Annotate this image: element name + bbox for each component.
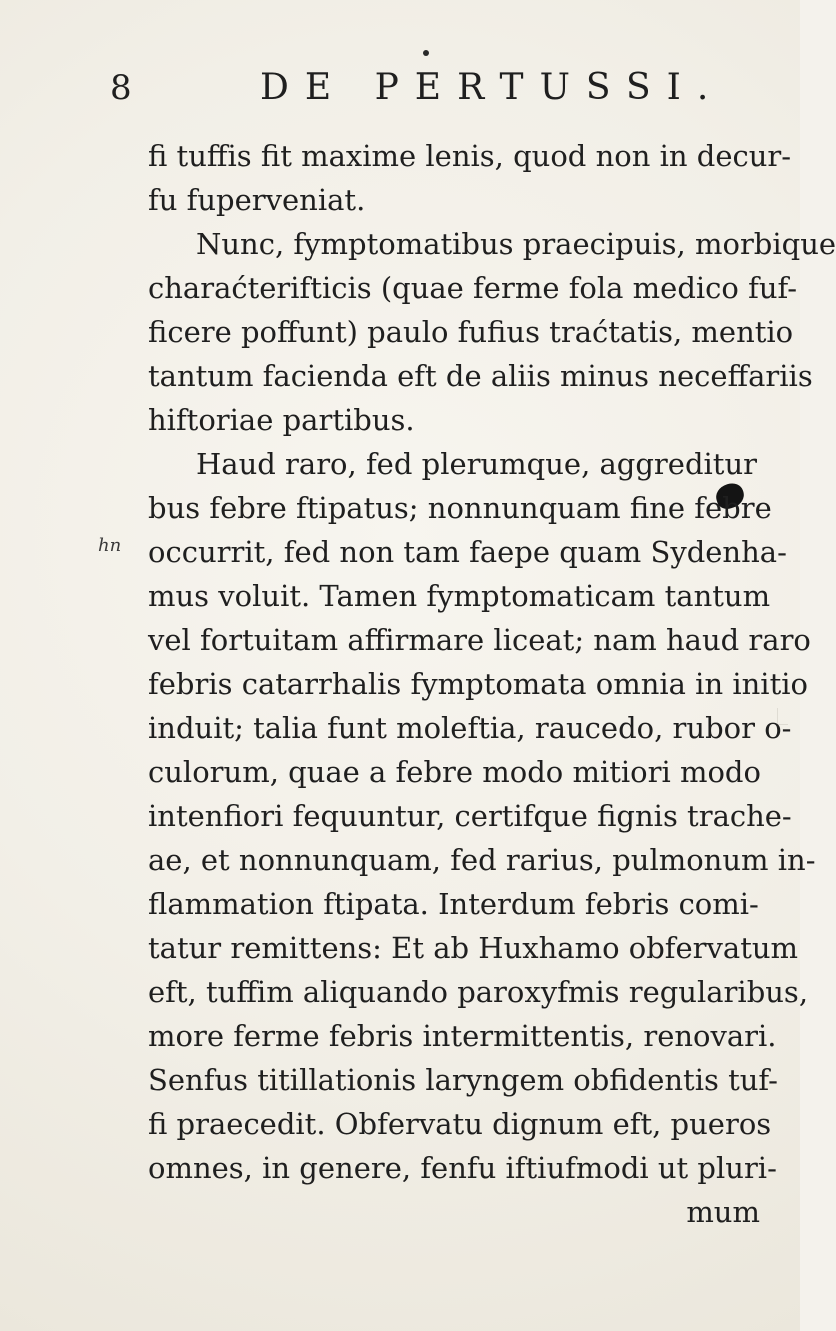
text-line: Senfus titillationis laryngem obfidentis tuf- [148,1063,778,1097]
text-line: febris catarrhalis fymptomata omnia in initio [148,667,808,701]
main-text [148,134,836,1234]
text-line: vel fortuitam affirmare liceat; nam haud raro [148,623,811,657]
text-line: charaćterifticis (quae ferme fola medico fuf- [148,271,798,305]
text-line: omnes, in genere, fenfu iftiufmodi ut pluri- [148,1151,777,1185]
text-line: flammation ftipata. Interdum febris comi- [148,887,759,921]
text-line: mus voluit. Tamen fymptomaticam tantum [148,579,771,613]
handwritten-margin-note: hn [98,535,122,556]
text-line: ae, et nonnunquam, fed rarius, pulmonum in- [148,843,816,877]
text-line: fi praecedit. Obfervatu dignum eft, pueros [148,1107,772,1141]
page-number: 8 [110,68,132,108]
text-line: tantum facienda eft de aliis minus neceffariis [148,359,813,393]
text-line: Nunc, fymptomatibus praecipuis, morbique [196,227,836,261]
running-title: DE PERTUSSI. [260,67,725,108]
text-line: more ferme febris intermittentis, renovari. [148,1019,777,1053]
text-line: culorum, quae a febre modo mitiori modo [148,755,761,789]
text-line: fi tuffis fit maxime lenis, quod non in decur- [148,139,792,173]
text-line: ficere poffunt) paulo fufius traćtatis, mentio [148,315,794,349]
ink-dot [423,50,429,56]
catchword: mum [686,1195,760,1229]
text-line: eft, tuffim aliquando paroxyfmis regularibus, [148,975,809,1009]
text-line: bus febre ftipatus; nonnunquam fine febre [148,491,772,525]
text-line: intenfiori fequuntur, certifque fignis trache- [148,799,792,833]
text-line: occurrit, fed non tam faepe quam Sydenha- [148,535,787,569]
text-line: Haud raro, fed plerumque, aggreditur [196,447,757,481]
text-line: fu fuperveniat. [148,183,366,217]
text-line: induit; talia funt moleftia, raucedo, rubor o- [148,711,792,745]
text-line: hiftoriae partibus. [148,403,415,437]
text-line: tatur remittens: Et ab Huxhamo obfervatum [148,931,799,965]
page-header [110,68,770,118]
